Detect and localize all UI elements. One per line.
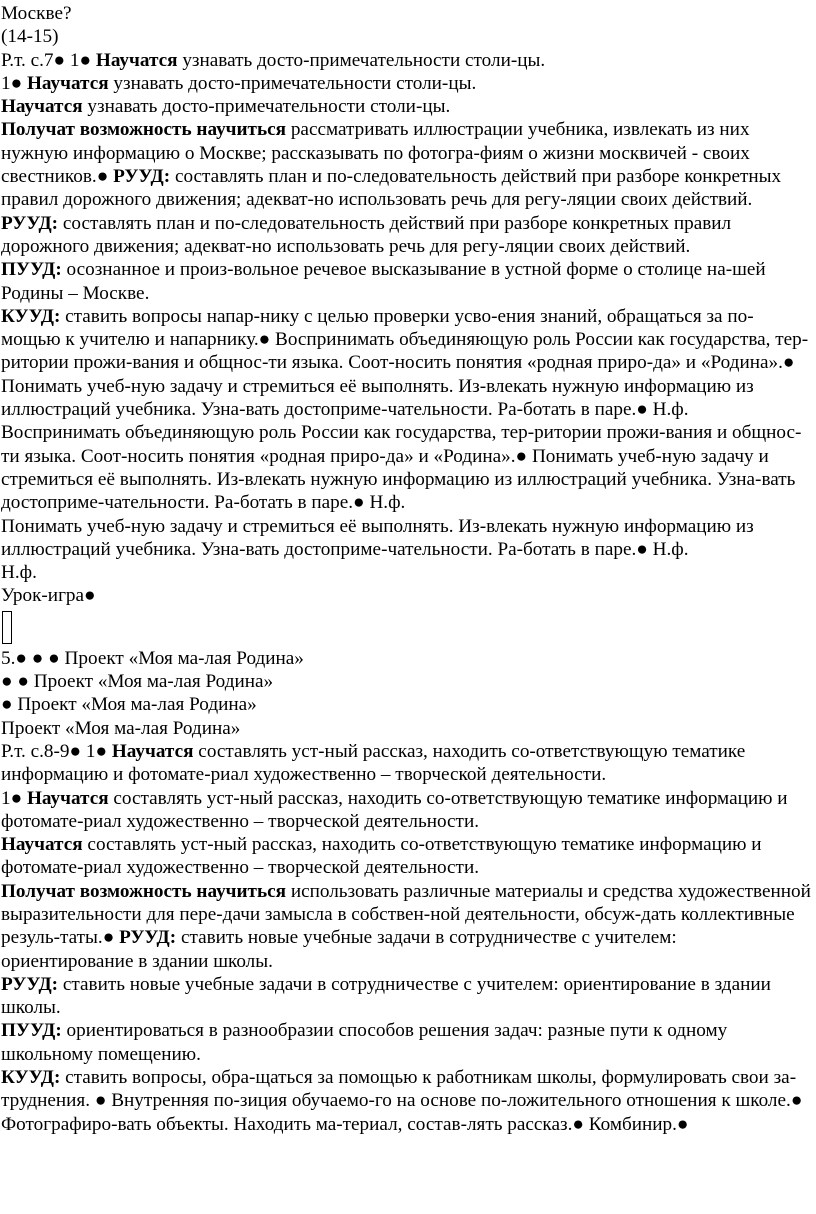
paragraph (1, 561, 813, 584)
text-run: 1● (1, 787, 27, 809)
text-run: Проект «Моя ма-лая Родина» (1, 717, 241, 739)
text-run: Урок-игра● (1, 585, 96, 607)
text-run: ставить новые учебные задачи в сотрудничестве с учителем: ориентирование в здании школы. (1, 973, 771, 1019)
bold-run: РУУД: (119, 927, 177, 949)
paragraph (1, 787, 813, 834)
text-run: Воспринимать объединяющую роль России как государства, тер-ритории прожи-вания и общнос-ти языка. Соот-носить понятия «родная приро-да» и «Родина».● Понимать учеб-ную задачу и стремиться её выполнять. Из-влекать нужную информацию из иллюстраций учебника. Узна-вать достоприме-чательности. Ра-ботать в паре.● Н.ф. (1, 422, 802, 514)
text-run: рассматривать иллюстрации учебника, извлекать из них нужную информацию о Москве; рассказывать по фотогра-фиям о жизни москвичей - своих свестников.● (1, 119, 750, 188)
bold-run: Научатся (26, 787, 109, 809)
bold-run: РУУД: (113, 166, 171, 188)
paragraph (1, 305, 813, 421)
text-run: использовать различные материалы и средства художественной выразительности для пере-дачи замысла в собствен-ной деятельности, обсуж-дать коллективные резуль-таты.● (1, 880, 811, 949)
paragraph (1, 421, 813, 514)
text-run: ставить новые учебные задачи в сотрудничестве с учителем: ориентирование в здании школы. (1, 927, 677, 972)
text-run: 1● (1, 72, 27, 94)
text-run: Н.ф. (1, 562, 37, 584)
paragraph (1, 833, 813, 880)
paragraph (1, 717, 813, 740)
bold-run: Научатся (111, 740, 194, 762)
bold-run: КУУД: (1, 1067, 61, 1089)
bold-run: Научатся (26, 72, 109, 94)
paragraph (1, 693, 813, 716)
paragraph (1, 1019, 813, 1066)
text-run: 5.● ● ● Проект «Моя ма-лая Родина» (1, 647, 304, 669)
text-run: составлять уст-ный рассказ, находить со-ответствующую тематике информацию и фотомате-риал художественно – творческой деятельности. (1, 787, 788, 832)
paragraph (1, 2, 813, 25)
text-run: узнавать досто-примечательности столи-цы. (82, 96, 451, 118)
text-run: составлять уст-ный рассказ, находить со-ответствующую тематике информацию и фотомате-риал художественно – творческой деятельности. (1, 740, 746, 786)
text-run: составлять уст-ный рассказ, находить со-ответствующую тематике информацию и фотомате-риал художественно – творческой деятельности. (1, 834, 762, 879)
paragraph (1, 49, 813, 72)
bold-run: Научатся (95, 49, 178, 71)
paragraph (1, 72, 813, 95)
text-run: осознанное и произ-вольное речевое высказывание в устной форме о столице на-шей Родины – Москве. (1, 259, 766, 304)
text-run: ориентироваться в разнообразии способов решения задач: разные пути к одному школьному помещению. (1, 1020, 728, 1065)
text-run: составлять план и по-следовательность действий при разборе конкретных правил дорожного движения; адекват-но использовать речь для регу-ляции своих действий. (1, 212, 732, 257)
paragraph (1, 647, 813, 670)
paragraph (1, 212, 813, 259)
paragraph (1, 25, 813, 48)
text-run: Р.т. с.7● 1● (1, 49, 96, 71)
paragraph (1, 258, 813, 305)
bold-run: Получат возможность научиться (1, 119, 287, 141)
text-run: Москве? (1, 3, 72, 24)
paragraph (1, 515, 813, 562)
text-run: ставить вопросы, обра-щаться за помощью к работникам школы, формулировать свои за-труднения. ● Внутренняя по-зиция обучаемо-го на основе по-ложительного отношения к школе.● Фотографиро-вать объекты. Находить ма-териал, состав-лять рассказ.● Комбинир.● (1, 1067, 803, 1135)
text-run: ● ● Проект «Моя ма-лая Родина» (1, 671, 274, 693)
text-run: составлять план и по-следовательность действий при разборе конкретных правил дорожного движения; адекват-но использовать речь для регу-ляции своих действий. (1, 166, 782, 211)
text-run: ● Проект «Моя ма-лая Родина» (1, 694, 257, 716)
bold-run: ПУУД: (1, 1020, 62, 1042)
paragraph (1, 95, 813, 118)
paragraph (1, 1066, 813, 1136)
bold-run: РУУД: (1, 973, 59, 995)
bold-run: Научатся (1, 96, 83, 118)
text-run: Р.т. с.8-9● 1● (1, 740, 112, 762)
paragraph (1, 118, 813, 211)
bold-run: КУУД: (1, 305, 61, 327)
text-run: (14-15) (1, 26, 59, 48)
bold-run: ПУУД: (1, 259, 62, 281)
bold-run: Получат возможность научиться (1, 880, 287, 902)
paragraph (1, 880, 813, 973)
bold-run: Научатся (1, 834, 83, 856)
paragraph (1, 584, 813, 607)
text-run: Понимать учеб-ную задачу и стремиться её выполнять. Из-влекать нужную информацию из иллюстраций учебника. Узна-вать достоприме-чательности. Ра-ботать в паре.● Н.ф. (1, 515, 754, 560)
text-run: узнавать досто-примечательности столи-цы. (108, 72, 477, 94)
text-run: узнавать досто-примечательности столи-цы. (177, 49, 546, 71)
bold-run: РУУД: (1, 212, 59, 234)
paragraph (1, 973, 813, 1020)
empty-table-cell-box (2, 611, 12, 644)
paragraph (1, 670, 813, 693)
text-run: ставить вопросы напар-нику с целью проверки усво-ения знаний, обращаться за по-мощью к учителю и напарнику.● Воспринимать объединяющую роль России как государства, тер-ритории прожи-вания и общнос-ти языка. Соот-носить понятия «родная приро-да» и «Родина».● Понимать учеб-ную задачу и стремиться её выполнять. Из-влекать нужную информацию из иллюстраций учебника. Узна-вать достоприме-чательности. Ра-ботать в паре.● Н.ф. (1, 305, 809, 421)
paragraph (1, 740, 813, 787)
